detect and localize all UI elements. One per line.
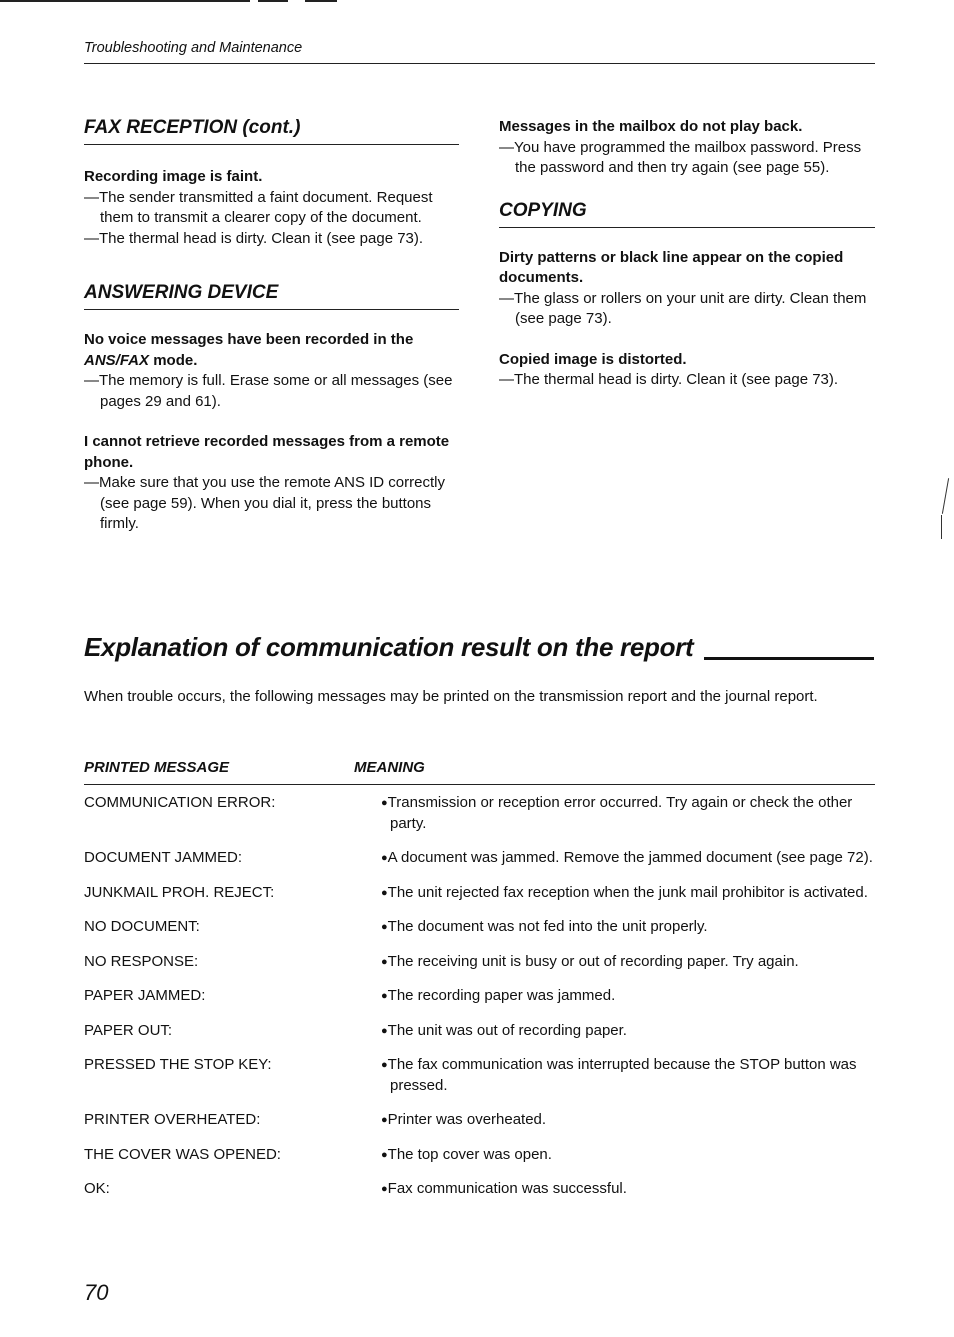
section-title: Explanation of communication result on the report bbox=[84, 632, 694, 662]
bullet-icon: ● bbox=[381, 990, 388, 1002]
section-title-rule bbox=[704, 657, 874, 660]
meaning-text: Printer was overheated. bbox=[387, 1111, 547, 1128]
column-header-printed-message: PRINTED MESSAGE bbox=[84, 759, 230, 776]
printed-message: JUNKMAIL PROH. REJECT: bbox=[84, 883, 275, 901]
meaning-cell bbox=[381, 1179, 874, 1200]
printed-message: THE COVER WAS OPENED: bbox=[84, 1145, 281, 1163]
fax-reception-heading: FAX RECEPTION (cont.) bbox=[84, 116, 459, 145]
section-intro: When trouble occurs, the following messages may be printed on the transmission report and the journal report. bbox=[84, 688, 818, 705]
top-edge-rule bbox=[305, 0, 337, 2]
copying-heading: COPYING bbox=[499, 199, 875, 228]
faq-question-text: No voice messages have been recorded in the bbox=[84, 331, 414, 348]
running-head-rule bbox=[84, 63, 875, 64]
table-row bbox=[84, 848, 874, 869]
faq-answer: —The thermal head is dirty. Clean it (see page 73). bbox=[84, 229, 424, 247]
column-header-meaning: MEANING bbox=[354, 759, 425, 776]
faq-answer: —The sender transmitted a faint document. Request them to transmit a clearer copy of the document. bbox=[84, 188, 433, 226]
meaning-cell bbox=[381, 1021, 874, 1042]
meaning-text: The receiving unit is busy or out of recording paper. Try again. bbox=[387, 952, 799, 970]
meaning-cell bbox=[381, 952, 874, 973]
bullet-icon: ● bbox=[381, 852, 388, 864]
bullet-icon: ● bbox=[381, 797, 388, 809]
faq-question bbox=[84, 330, 464, 371]
meaning-text: The top cover was open. bbox=[387, 1145, 552, 1163]
table-row bbox=[84, 1055, 874, 1096]
meaning-text: A document was jammed. Remove the jammed document (see page 72). bbox=[387, 849, 873, 866]
table-row bbox=[84, 1110, 874, 1131]
faq-question: Dirty patterns or black line appear on the copied documents. bbox=[499, 248, 844, 286]
meaning-text: Transmission or reception error occurred. Try again or check the other party. bbox=[387, 794, 853, 832]
printed-message: PAPER OUT: bbox=[84, 1021, 173, 1039]
faq-question: Recording image is faint. bbox=[84, 168, 263, 185]
faq-question: Copied image is distorted. bbox=[499, 350, 687, 368]
page-number: 70 bbox=[84, 1280, 109, 1305]
meaning-text: The recording paper was jammed. bbox=[387, 987, 616, 1004]
bullet-icon: ● bbox=[381, 955, 388, 968]
table-row bbox=[84, 917, 874, 938]
faq-answer: —Make sure that you use the remote ANS ID correctly (see page 59). When you dial it, press the buttons firmly. bbox=[84, 474, 445, 532]
table-row bbox=[84, 1179, 874, 1200]
meaning-text: The fax communication was interrupted because the STOP button was pressed. bbox=[387, 1056, 857, 1094]
table-row bbox=[84, 883, 874, 904]
right-column bbox=[499, 117, 879, 391]
table-header-rule bbox=[84, 784, 875, 785]
printed-message: PRINTER OVERHEATED: bbox=[84, 1111, 261, 1128]
top-edge-rule bbox=[0, 0, 250, 2]
faq-question: I cannot retrieve recorded messages from a remote phone. bbox=[84, 433, 450, 471]
printed-message: COMMUNICATION ERROR: bbox=[84, 794, 276, 811]
printed-message: PRESSED THE STOP KEY: bbox=[84, 1056, 272, 1073]
printed-message: NO DOCUMENT: bbox=[84, 918, 200, 935]
printed-message: NO RESPONSE: bbox=[84, 952, 199, 970]
meaning-cell bbox=[381, 883, 874, 904]
printed-message: OK: bbox=[84, 1180, 110, 1197]
message-table bbox=[84, 793, 874, 1214]
meaning-cell bbox=[381, 917, 874, 938]
faq-answer: —The thermal head is dirty. Clean it (see page 73). bbox=[499, 371, 839, 388]
meaning-text: The unit was out of recording paper. bbox=[387, 1021, 627, 1039]
bullet-icon: ● bbox=[381, 1114, 388, 1126]
faq-answer: —The glass or rollers on your unit are dirty. Clean them (see page 73). bbox=[499, 289, 867, 327]
printed-message: DOCUMENT JAMMED: bbox=[84, 849, 243, 866]
bullet-icon: ● bbox=[381, 886, 388, 899]
meaning-cell bbox=[381, 1110, 874, 1131]
table-row bbox=[84, 986, 874, 1007]
bullet-icon: ● bbox=[381, 921, 388, 933]
faq-question: Messages in the mailbox do not play back. bbox=[499, 118, 803, 135]
left-column bbox=[84, 116, 464, 535]
top-edge-rule bbox=[258, 0, 288, 2]
meaning-text: The document was not fed into the unit properly. bbox=[387, 918, 708, 935]
faq-answer: —The memory is full. Erase some or all messages (see pages 29 and 61). bbox=[84, 372, 453, 410]
table-row bbox=[84, 1021, 874, 1042]
table-row bbox=[84, 793, 874, 834]
bullet-icon: ● bbox=[381, 1059, 388, 1071]
meaning-text: Fax communication was successful. bbox=[387, 1180, 627, 1197]
meaning-cell bbox=[381, 986, 874, 1007]
ans-fax-mode: ANS/FAX bbox=[84, 351, 150, 369]
bullet-icon: ● bbox=[381, 1148, 388, 1161]
printed-message: PAPER JAMMED: bbox=[84, 987, 206, 1004]
faq-answer: —You have programmed the mailbox password. Press the password and then try again (see page 55). bbox=[499, 138, 862, 176]
margin-mark bbox=[942, 478, 949, 514]
meaning-cell bbox=[381, 848, 874, 869]
faq-question-text: mode. bbox=[153, 351, 198, 369]
bullet-icon: ● bbox=[381, 1183, 388, 1195]
margin-mark bbox=[941, 515, 942, 539]
meaning-cell bbox=[381, 1055, 874, 1096]
bullet-icon: ● bbox=[381, 1024, 388, 1037]
table-row bbox=[84, 952, 874, 973]
meaning-text: The unit rejected fax reception when the junk mail prohibitor is activated. bbox=[387, 883, 868, 901]
answering-device-heading: ANSWERING DEVICE bbox=[84, 281, 459, 310]
meaning-cell bbox=[381, 793, 874, 834]
table-row bbox=[84, 1145, 874, 1166]
running-head: Troubleshooting and Maintenance bbox=[84, 40, 303, 56]
meaning-cell bbox=[381, 1145, 874, 1166]
